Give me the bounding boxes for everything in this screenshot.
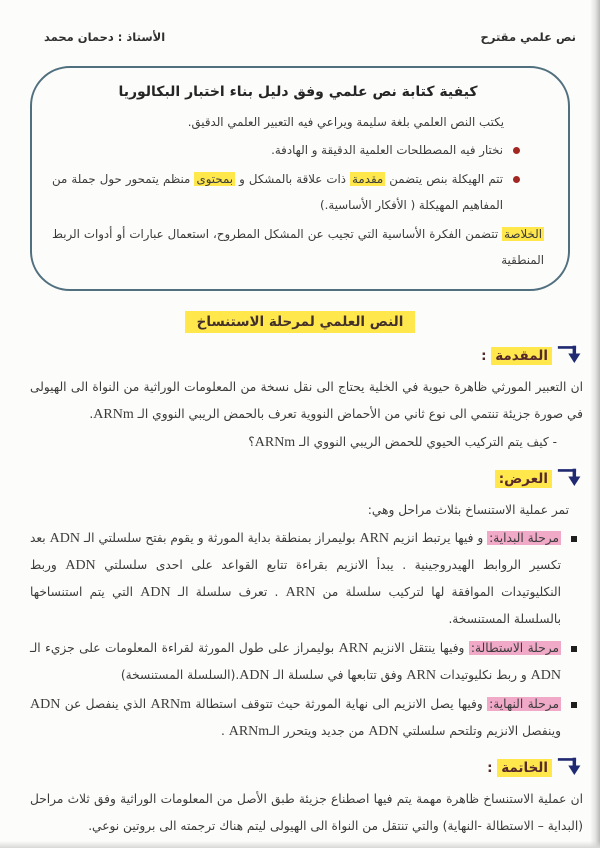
stage-text — [30, 525, 561, 633]
text-segment: - كيف يتم التركيب الحيوي للحمض الريبي النووي الـ — [295, 435, 557, 449]
scan-shadow-bottom — [0, 841, 600, 848]
guide-box-bullet-text — [52, 137, 503, 163]
stage-item-end — [30, 691, 583, 745]
latin-term: ARNm — [254, 435, 296, 450]
latin-term: ARN — [338, 641, 369, 656]
text-segment: تتضمن الفكرة الأساسية التي تجيب عن المشكل المطروح، استعمال عبارات أو أدوات الربط المنطقية — [52, 227, 544, 267]
latin-term: ADN — [65, 558, 96, 573]
text-segment: الذي ينفصل عن — [60, 697, 151, 711]
introduction-heading-label — [481, 348, 552, 364]
text-segment: ؟ — [248, 435, 255, 449]
latin-term: ADN — [368, 724, 399, 739]
section-conclusion — [30, 755, 583, 840]
text-segment: وفق تتابعها في سلسلة الـ — [269, 668, 407, 682]
section-introduction — [30, 343, 583, 456]
text-segment: و ربط نكليوتيدات — [435, 668, 531, 682]
highlighted-term: مرحلة الاستطالة: — [470, 641, 559, 655]
red-bullet-icon — [513, 176, 520, 183]
red-bullet-icon — [513, 147, 520, 154]
text-segment: .(السلسلة المستنسخة) — [120, 668, 240, 682]
corner-down-arrow-icon — [557, 343, 583, 368]
highlighted-term: الخاتمة — [497, 759, 552, 777]
latin-term: ARN — [359, 531, 390, 546]
conclusion-paragraph — [30, 786, 583, 840]
text-segment: نختار فيه المصطلحات العلمية الدقيقة و الهادفة. — [271, 143, 503, 157]
latin-term: ADN — [30, 697, 61, 712]
section-body — [30, 466, 583, 745]
header-author: الأستاذ : دحمان محمد — [44, 30, 166, 44]
text-segment: : — [481, 347, 492, 364]
latin-term: ARNm — [150, 697, 191, 712]
highlighted-term: الخلاصة — [504, 227, 542, 241]
main-title: النص العلمي لمرحلة الاستنساخ — [185, 311, 416, 333]
highlighted-term: بمحتوى — [196, 172, 234, 186]
text-segment: وفيها ينتقل الانزيم — [368, 641, 469, 655]
conclusion-heading — [30, 755, 583, 780]
guide-box — [30, 66, 570, 291]
text-segment: من جديد ويتحرر الـ — [269, 724, 369, 738]
conclusion-heading-label — [487, 760, 552, 776]
stages-lead: تمر عملية الاستنساخ بثلاث مراحل وهي: — [367, 503, 569, 517]
main-title-row — [0, 311, 600, 333]
latin-term: ADN — [140, 585, 171, 600]
text-segment: وربط النكليوتيدات الموافقة لها لتركيب سلسلة من — [30, 558, 561, 599]
stage-text — [30, 635, 561, 689]
latin-term: ARN — [285, 585, 316, 600]
highlighted-term: مرحلة البداية: — [489, 531, 560, 545]
guide-box-bullet — [52, 137, 544, 163]
text-segment: منظم يتمحور حول جملة من المفاهيم المهيكلة ( الأفكار الأساسية.) — [52, 172, 503, 212]
text-segment: . — [220, 724, 229, 738]
text-segment: . تعرف سلسلة الـ — [170, 585, 286, 599]
guide-box-summary — [52, 221, 544, 273]
guide-box-bullet — [52, 166, 544, 218]
text-segment: و فيها يرتبط انزيم — [389, 531, 488, 545]
text-segment: ان التعبير المورثي ظاهرة حيوية في الخلية يحتاج الى نقل نسخة من المعلومات الوراثية من النواة الى الهيولى في صورة جزيئة تنتمي الى نوع ثاني من الأحماض النووية تعرف بالحمض الريبي النووي الـ — [30, 380, 583, 421]
highlighted-term: مرحلة النهاية: — [489, 697, 559, 711]
latin-term: ADN — [239, 668, 270, 683]
stage-item-elongation — [30, 635, 583, 689]
introduction-heading — [30, 343, 583, 368]
latin-term: ARN — [406, 668, 436, 683]
text-segment: بوليمراز بمنطقة بداية المورثة و يقوم بفتح سلسلتي الـ — [79, 531, 360, 545]
text-segment: . — [89, 407, 94, 421]
body-heading — [30, 466, 583, 491]
body-heading-label — [495, 471, 552, 487]
stage-text — [30, 691, 561, 745]
introduction-paragraph — [30, 374, 583, 428]
highlighted-term: المقدمة — [491, 347, 552, 365]
text-segment: ان عملية الاستنساخ ظاهرة مهمة يتم فيها اصطناع جزيئة طبق الأصل من المعلومات الوراثية وفق ثلاث مراحل (البداية – الاستطالة -النهاية) والتي تنتقل من النواة الى الهيولى ليتم هناك ترجمته الى بروتين نوعي. — [30, 792, 583, 833]
square-bullet-icon — [571, 702, 577, 708]
square-bullet-icon — [571, 536, 577, 542]
guide-box-bullet-text — [52, 166, 503, 218]
text-segment: وينفصل الانزيم وتلتحم سلسلتي — [398, 724, 561, 738]
corner-down-arrow-icon — [557, 755, 583, 780]
highlighted-term: مقدمة — [352, 172, 384, 186]
guide-box-lead: يكتب النص العلمي بلغة سليمة ويراعي فيه التعبير العلمي الدقيق. — [187, 115, 504, 129]
introduction-question — [30, 429, 583, 456]
square-bullet-icon — [571, 646, 577, 652]
page-header — [0, 0, 600, 44]
stage-item-start — [30, 525, 583, 633]
guide-box-title: كيفية كتابة نص علمي وفق دليل بناء اختبار البكالوريا — [118, 84, 478, 100]
text-segment: بوليمراز على طول المورثة لقراءة المعلومات على جزيء الـ — [30, 641, 339, 655]
text-segment: تتم الهيكلة بنص يتضمن — [385, 172, 504, 186]
header-title: نص علمي مقترح — [480, 30, 576, 44]
text-segment: : — [487, 759, 498, 776]
text-segment: التي يتم استنساخها بالسلسلة المستنسخة. — [30, 585, 561, 626]
latin-term: ADN — [49, 531, 80, 546]
latin-term: ADN — [530, 668, 561, 683]
text-segment: بعد تكسير الروابط الهيدروجينية . يبدأ الانزيم بقراءة تتابع القواعد على احدى سلسلتي — [30, 531, 561, 572]
scan-shadow-right — [590, 0, 600, 848]
latin-term: ARNm — [228, 724, 270, 739]
corner-down-arrow-icon — [557, 466, 583, 491]
text-segment: ذات علاقة بالمشكل و — [235, 172, 351, 186]
text-segment: وفيها يصل الانزيم الى نهاية المورثة حيث تتوقف استطالة — [190, 697, 488, 711]
highlighted-term: العرض: — [495, 470, 552, 488]
latin-term: ARNm — [93, 407, 134, 422]
